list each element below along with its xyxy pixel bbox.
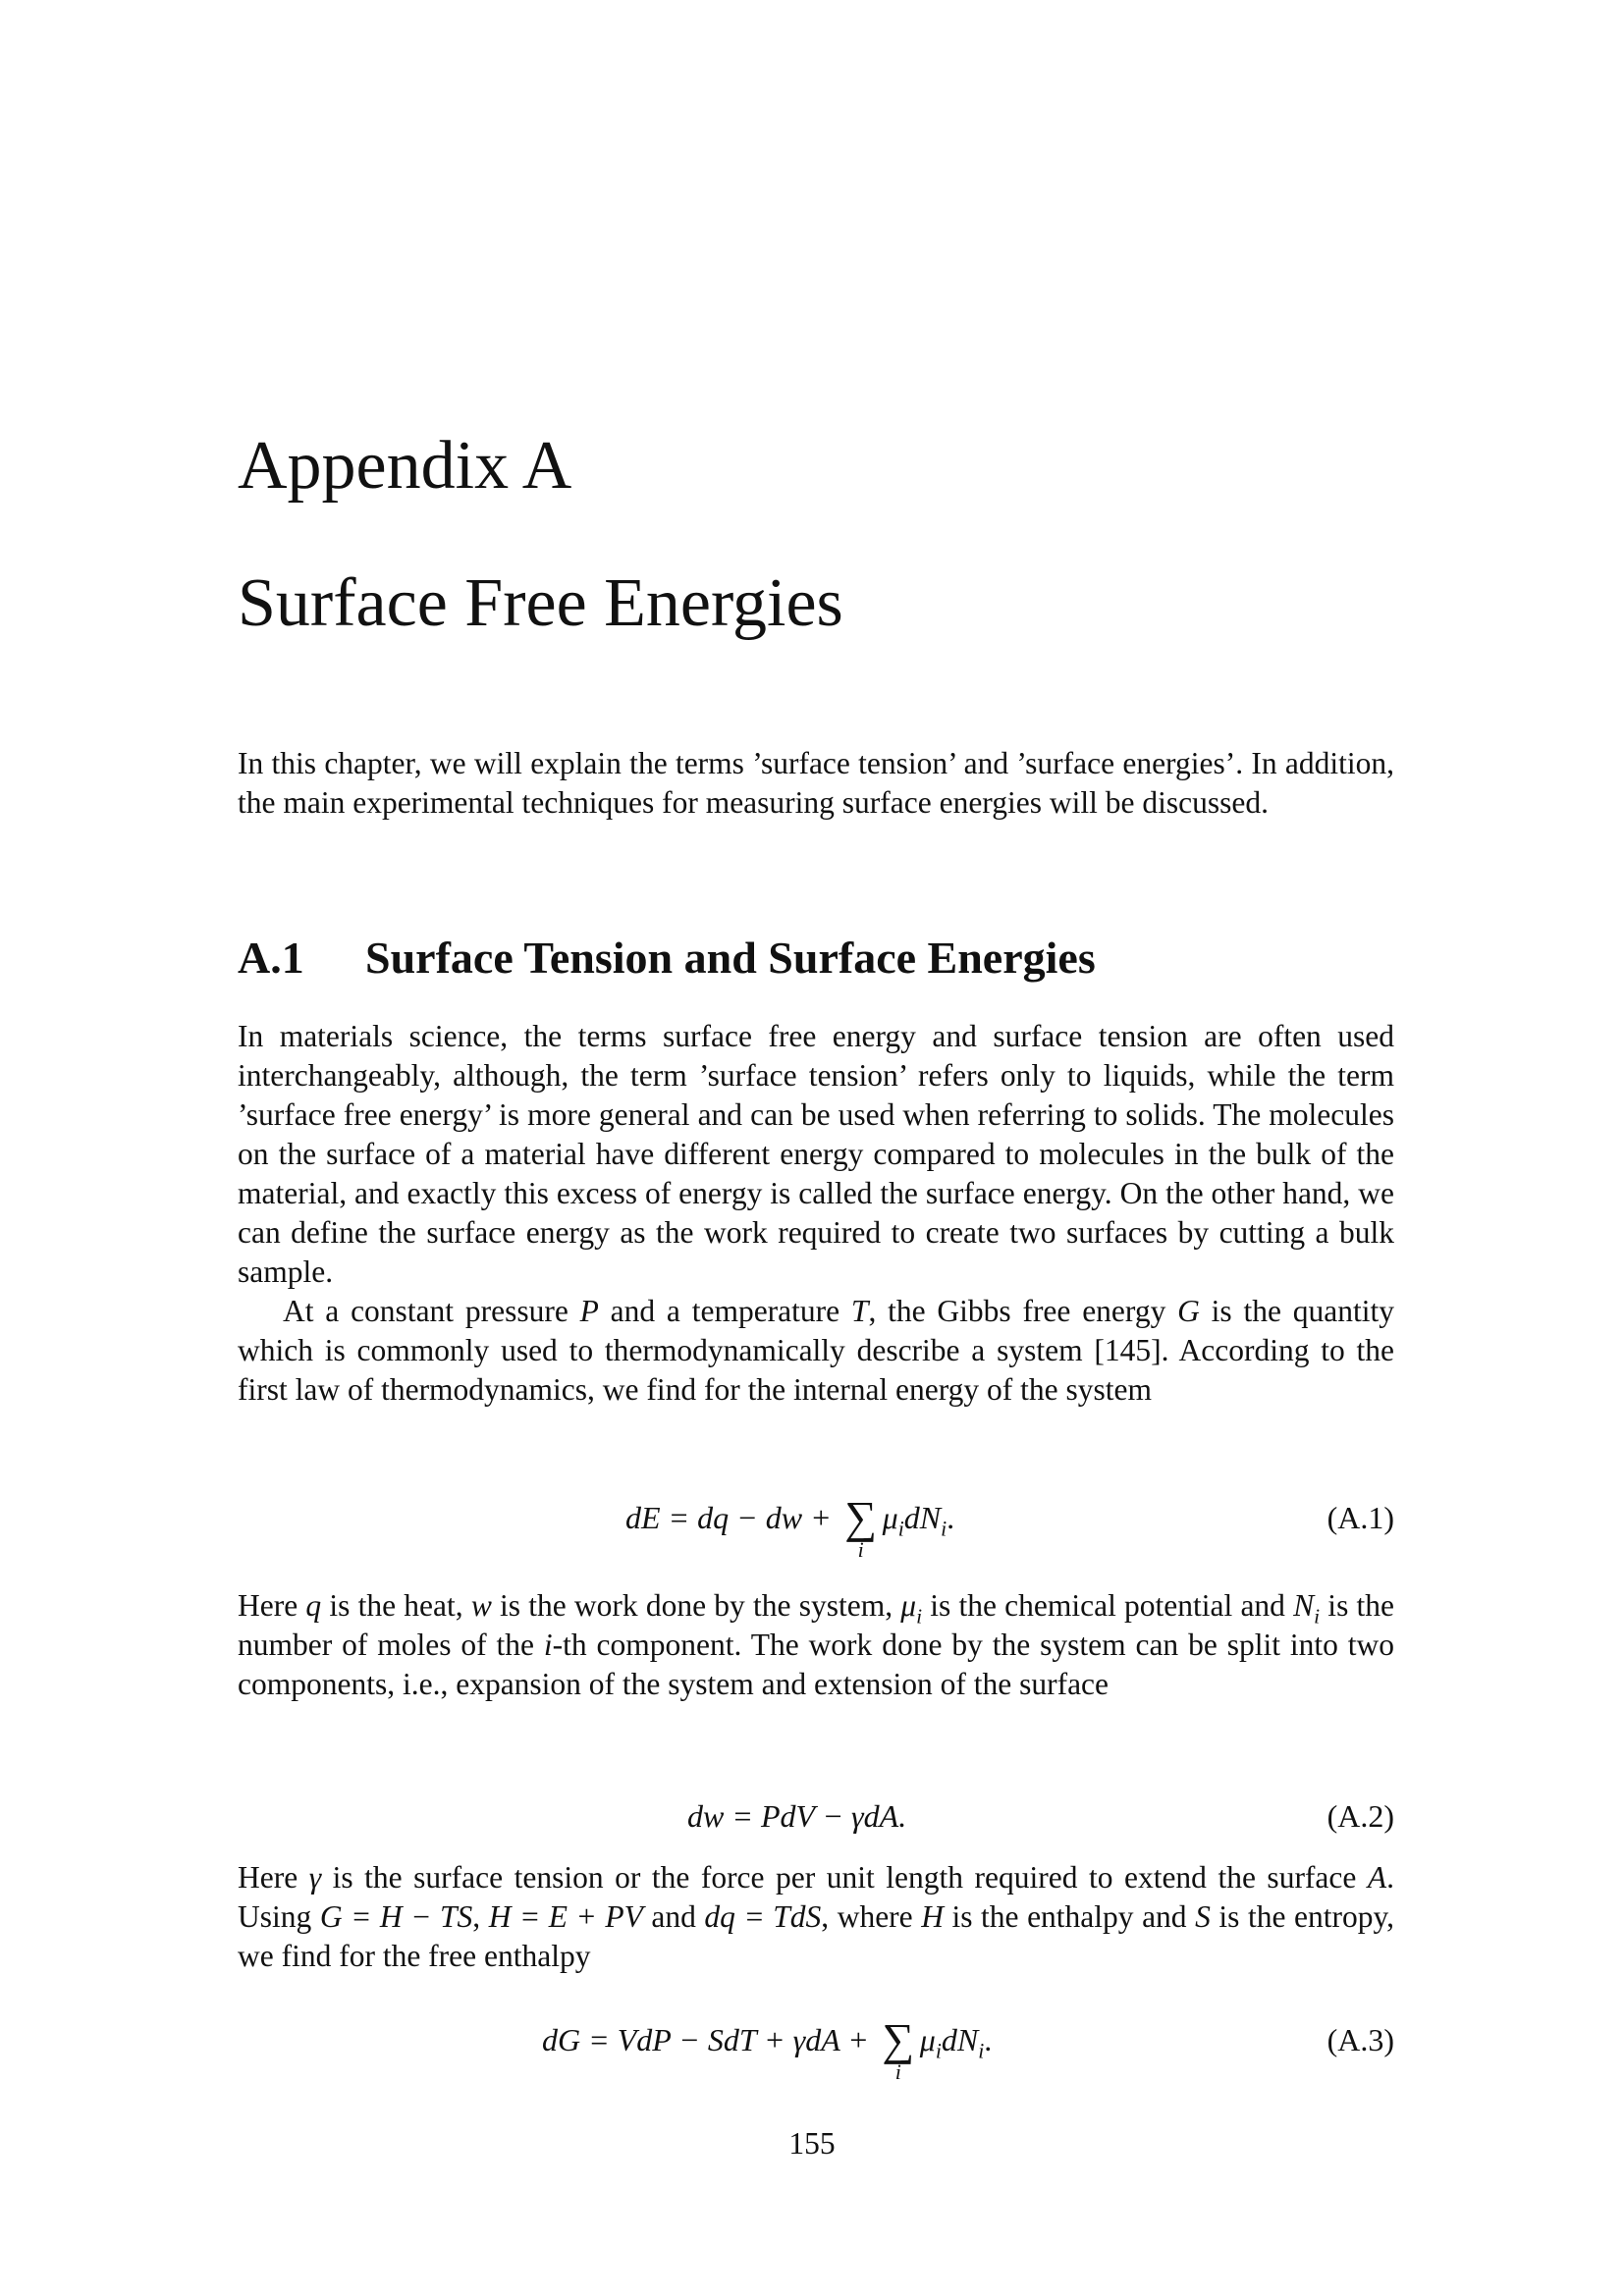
intro-block <box>238 744 1394 823</box>
equation-number: (A.3) <box>1326 2022 1394 2057</box>
paragraph-3: Here q is the heat, w is the work done by the system, $\mu_i$ is the chemical potential and $N_i$ is the number of moles of the i-th component. The work done by the system can be split into two components, i.e., expansion of the system and extension of the surface <box>238 1588 1395 1701</box>
page-number: 155 <box>788 2126 836 2161</box>
equation-number: (A.1) <box>1326 1500 1394 1535</box>
summation-symbol: ∑ i <box>882 2014 915 2084</box>
paragraph-4: Here γ is the surface tension or the force per unit length required to extend the surface A. Using G = H − TS, H = E + PV and dq = TdS, where H is the enthalpy and S is the entropy, we find for the free enthalpy <box>238 1860 1395 1973</box>
section-number: A.1 <box>238 933 304 983</box>
chapter-title: Surface Free Energies <box>238 565 843 641</box>
paragraph-block-3 <box>238 1586 1394 1704</box>
equation-a3 <box>238 2014 1394 2097</box>
equation-a1-body: dE = dq − dw + ∑ i $\mu_idN_i$. <box>625 1492 955 1562</box>
paragraph-block-1 <box>238 1017 1394 1410</box>
equation-a3-body: dG = VdP − SdT + γdA + ∑ i $\mu_idN_i$. <box>542 2014 993 2084</box>
equation-a1 <box>238 1492 1394 1575</box>
paragraph-block-4 <box>238 1858 1394 1976</box>
paragraph-2: At a constant pressure P and a temperature T, the Gibbs free energy G is the quantity which is commonly used to thermodynamically describe a system [145]. According to the first law of thermodynamics, we find for the internal energy of the system <box>238 1294 1394 1407</box>
equation-a2-body: dw = PdV − γdA. <box>687 1798 907 1834</box>
paragraph-1: In materials science, the terms surface free energy and surface tension are often used interchangeably, although, the term ’surface tension’ refers only to liquids, while the term ’surface free energy’ is more general and can be used when referring to solids. The molecules on the surface of a material have different energy compared to molecules in the bulk of the material, and exactly this excess of energy is called the surface energy. On the other hand, we can define the surface energy as the work required to create two surfaces by cutting a bulk sample. <box>238 1019 1394 1289</box>
equation-number: (A.2) <box>1326 1798 1394 1834</box>
summation-symbol: ∑ i <box>844 1492 878 1562</box>
section-title: Surface Tension and Surface Energies <box>365 933 1096 983</box>
chapter-label: Appendix A <box>238 428 572 504</box>
section-heading <box>238 929 1096 988</box>
intro-paragraph: In this chapter, we will explain the terms ’surface tension’ and ’surface energies’. In addition, the main experimental techniques for measuring surface energies will be discussed. <box>238 746 1394 820</box>
